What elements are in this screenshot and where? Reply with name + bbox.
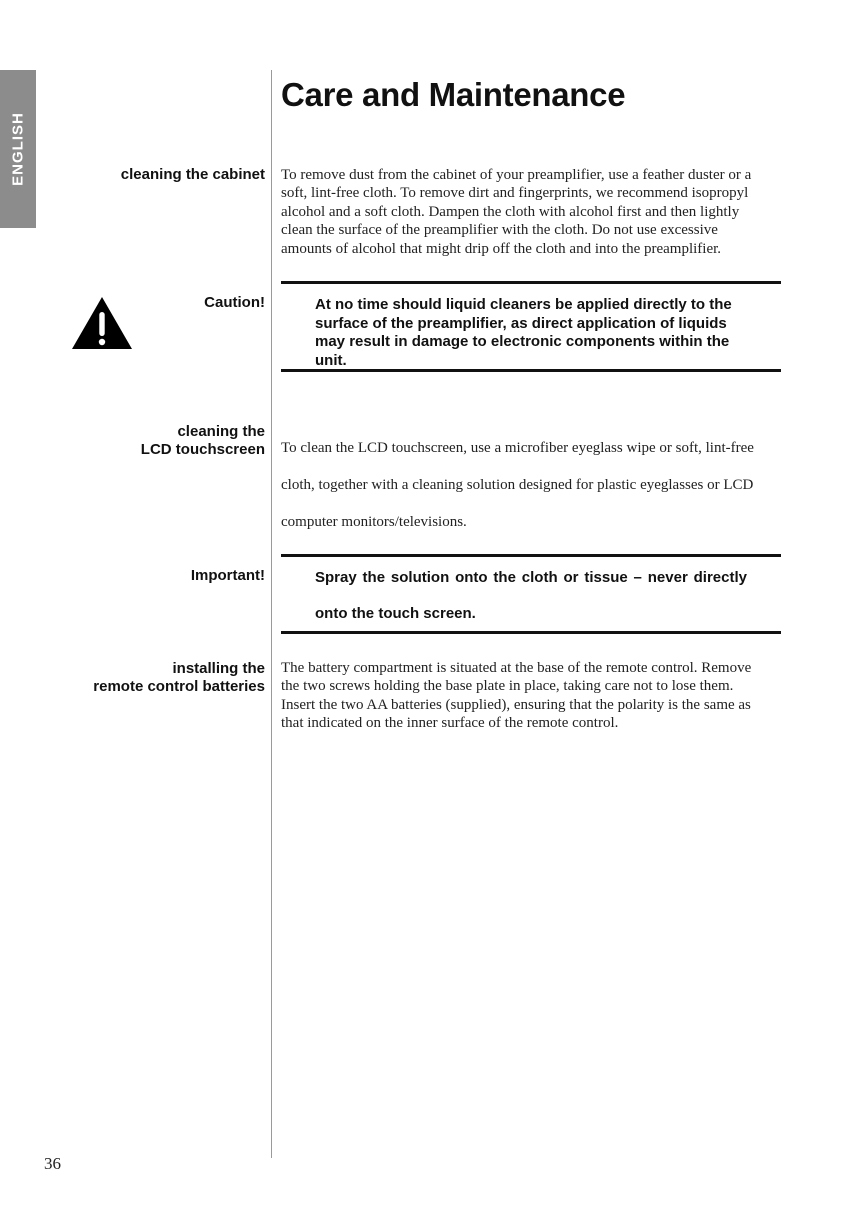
- important-heading: Important!: [190, 567, 265, 584]
- page-number: 36: [44, 1154, 61, 1173]
- page-title: Care and Maintenance: [281, 76, 626, 113]
- important-text: Spray the solution onto the cloth or tissue – never directly onto the touch screen.: [315, 569, 747, 622]
- important-box: [281, 554, 781, 634]
- warning-triangle-icon: [71, 296, 133, 350]
- lcd-body: To clean the LCD touchscreen, use a microfiber eyeglass wipe or soft, lint-free cloth, together with a cleaning solution designed for plastic eyeglasses or LCD computer monitors/televisions.: [281, 440, 754, 530]
- language-tab-label: ENGLISH: [9, 112, 27, 186]
- caution-heading: Caution!: [204, 294, 265, 311]
- batteries-heading: [93, 660, 265, 696]
- batteries-body: The battery compartment is situated at the base of the remote control. Remove the two screws holding the base plate in place, taking care not to lose them. Insert the two AA batteries (supplied), ensuring that the polarity is the same as that indicated on the inner surface of the remote control.: [281, 660, 752, 732]
- batteries-heading-line1: installing the: [172, 660, 265, 677]
- lcd-heading: [141, 423, 265, 459]
- batteries-heading-line2: remote control batteries: [93, 678, 265, 695]
- language-tab: [0, 70, 36, 228]
- lcd-heading-line2: LCD touchscreen: [140, 441, 265, 458]
- cabinet-heading: cleaning the cabinet: [120, 166, 265, 183]
- column-divider: [271, 70, 272, 1158]
- lcd-heading-line1: cleaning the: [177, 423, 265, 440]
- cabinet-body: To remove dust from the cabinet of your preamplifier, use a feather duster or a soft, lint-free cloth. To remove dirt and fingerprints, we recommend isopropyl alcohol and a soft cloth. Dampen the cloth with alcohol first and then lightly clean the surface of the preamplifier with the cloth. Do not use excessive amounts of alcohol that might drip off the cloth and into the preamplifier.: [281, 167, 752, 257]
- caution-box: [281, 281, 781, 372]
- caution-text: At no time should liquid cleaners be applied directly to the surface of the preamplifier, as direct application of liquids may result in damage to electronic components within the unit.: [315, 296, 732, 369]
